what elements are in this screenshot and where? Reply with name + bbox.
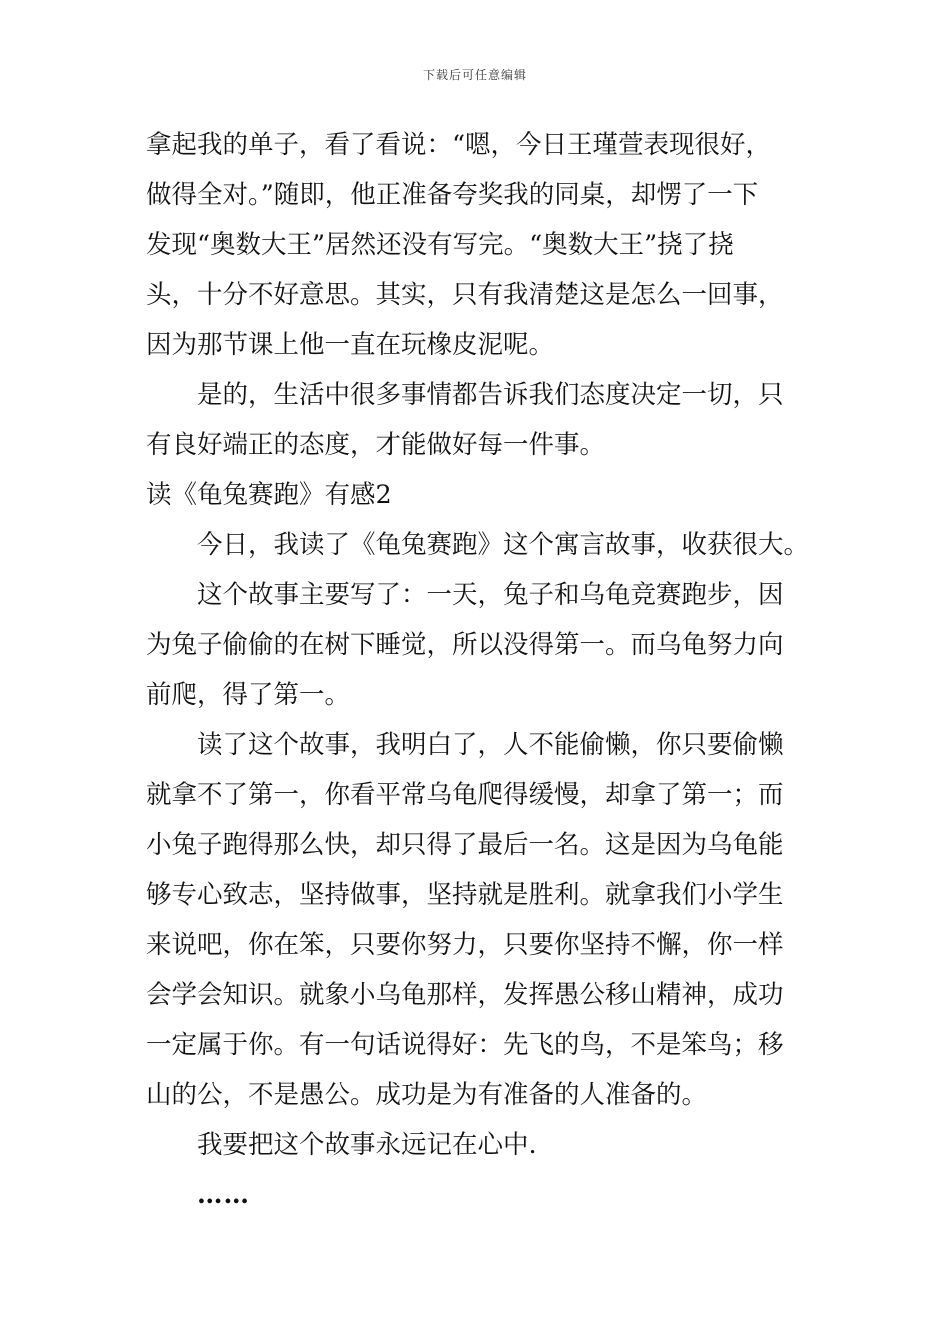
text-line: 会学会知识。就象小乌龟那样，发挥愚公移山精神，成功: [146, 980, 784, 1010]
text-line: 因为那节课上他一直在玩橡皮泥呢。: [146, 330, 555, 360]
paragraph-start: 我要把这个故事永远记在心中.: [197, 1130, 537, 1160]
text-line: 就拿不了第一，你看平常乌龟爬得缓慢，却拿了第一；而: [146, 780, 784, 810]
text-line: 有良好端正的态度，才能做好每一件事。: [146, 430, 606, 460]
ellipsis: ……: [197, 1180, 250, 1210]
text-line: 山的公，不是愚公。成功是为有准备的人准备的。: [146, 1080, 708, 1110]
paragraph-start: 读了这个故事，我明白了，人不能偷懒，你只要偷懒: [197, 730, 784, 760]
paragraph-start: 是的，生活中很多事情都告诉我们态度决定一切，只: [197, 380, 784, 410]
text-line: 头，十分不好意思。其实，只有我清楚这是怎么一回事，: [146, 280, 784, 310]
text-line: 一定属于你。有一句话说得好：先飞的鸟，不是笨鸟；移: [146, 1030, 784, 1060]
document-body: [146, 120, 810, 1220]
text-line: 做得全对。”随即，他正准备夸奖我的同桌，却愣了一下: [146, 180, 759, 210]
section-title: 读《龟兔赛跑》有感2: [146, 480, 392, 510]
paragraph-start: 今日，我读了《龟兔赛跑》这个寓言故事，收获很大。: [197, 530, 810, 560]
text-line: 拿起我的单子，看了看说：“嗯，今日王瑾萱表现很好，: [146, 130, 772, 160]
text-line: 来说吧，你在笨，只要你努力，只要你坚持不懈，你一样: [146, 930, 784, 960]
text-line: 小兔子跑得那么快，却只得了最后一名。这是因为乌龟能: [146, 830, 784, 860]
paragraph-start: 这个故事主要写了：一天，兔子和乌龟竞赛跑步，因: [197, 580, 784, 610]
text-line: 前爬，得了第一。: [146, 680, 351, 710]
text-line: 够专心致志，坚持做事，坚持就是胜利。就拿我们小学生: [146, 880, 784, 910]
text-line: 发现“奥数大王”居然还没有写完。“奥数大王”挠了挠: [146, 230, 734, 260]
page-header: 下载后可任意编辑: [422, 68, 527, 82]
text-line: 为兔子偷偷的在树下睡觉，所以没得第一。而乌龟努力向: [146, 630, 784, 660]
